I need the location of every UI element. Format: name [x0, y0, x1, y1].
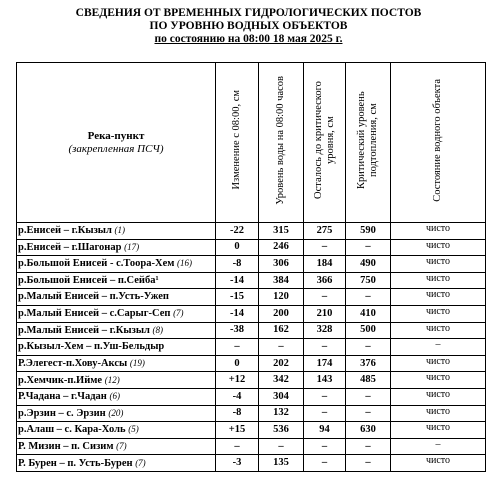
change-cell: -3 [216, 455, 259, 472]
observer-number: (20) [108, 407, 124, 418]
level-cell: 200 [259, 305, 304, 322]
critical-cell: 410 [346, 305, 391, 322]
river-point-cell [17, 223, 216, 240]
remaining-cell: 328 [304, 322, 346, 339]
observer-number: (17) [124, 241, 140, 252]
col-header-river-point-label: Река-пункт [87, 129, 145, 142]
remaining-cell: – [304, 388, 346, 405]
level-cell: 132 [259, 405, 304, 422]
river-point-name: р.Малый Енисей – п.Усть-Ужеп [18, 291, 169, 303]
col-header-river-point [17, 63, 216, 223]
table-row [17, 388, 486, 405]
river-point-cell [17, 388, 216, 405]
critical-cell: – [346, 239, 391, 256]
river-point-cell [17, 455, 216, 472]
table-row [17, 438, 486, 455]
state-cell: – [391, 339, 486, 356]
remaining-cell: – [304, 239, 346, 256]
table-row [17, 305, 486, 322]
col-header-change: Изменение с 08:00, см [216, 63, 259, 223]
critical-cell: – [346, 438, 391, 455]
table-header-row [17, 63, 486, 223]
remaining-cell: – [304, 455, 346, 472]
river-point-cell [17, 339, 216, 356]
level-cell: 315 [259, 223, 304, 240]
river-point-name: р.Большой Енисей - с.Тоора-Хем [18, 258, 175, 270]
river-point-name: Р.Элегест-п.Хову-Аксы [18, 358, 128, 370]
critical-cell: 630 [346, 422, 391, 439]
critical-cell: – [346, 289, 391, 306]
river-point-cell [17, 372, 216, 389]
river-point-name: Р. Бурен – п. Усть-Бурен [18, 457, 133, 469]
level-cell: 536 [259, 422, 304, 439]
state-cell: чисто [391, 305, 486, 322]
river-point-name: р.Енисей – г.Кызыл [18, 225, 112, 237]
state-cell: чисто [391, 239, 486, 256]
observer-number: (19) [129, 358, 145, 369]
state-cell: чисто [391, 388, 486, 405]
level-cell: 246 [259, 239, 304, 256]
change-cell: 0 [216, 239, 259, 256]
change-cell: -8 [216, 256, 259, 273]
table-row [17, 405, 486, 422]
critical-cell: 490 [346, 256, 391, 273]
table-row [17, 355, 486, 372]
critical-cell: 590 [346, 223, 391, 240]
river-point-name: р.Хемчик-п.Ийме [18, 374, 103, 386]
level-cell: 202 [259, 355, 304, 372]
river-point-cell [17, 256, 216, 273]
river-point-name: р.Эрзин – с. Эрзин [18, 407, 106, 419]
change-cell: – [216, 438, 259, 455]
level-cell: – [259, 339, 304, 356]
critical-cell: 500 [346, 322, 391, 339]
river-point-name: Р. Мизин – п. Сизим [18, 441, 114, 453]
critical-cell: – [346, 455, 391, 472]
hydro-posts-table [16, 62, 486, 472]
change-cell: -15 [216, 289, 259, 306]
remaining-cell: 210 [304, 305, 346, 322]
level-cell: 135 [259, 455, 304, 472]
table-row [17, 289, 486, 306]
table-row [17, 372, 486, 389]
river-point-name: р.Большой Енисей – п.Сейба¹ [18, 274, 159, 286]
change-cell: -38 [216, 322, 259, 339]
critical-cell: 485 [346, 372, 391, 389]
observer-number: (6) [109, 391, 120, 402]
river-point-cell [17, 322, 216, 339]
change-cell: -8 [216, 405, 259, 422]
river-point-name: р.Алаш – с. Кара-Холь [18, 424, 126, 436]
observer-number: (16) [177, 258, 193, 269]
col-header-river-point-sub: (закрепленная ПСЧ) [68, 142, 164, 155]
change-cell: -14 [216, 272, 259, 289]
state-cell: чисто [391, 455, 486, 472]
level-cell: 120 [259, 289, 304, 306]
change-cell: -14 [216, 305, 259, 322]
level-cell: 306 [259, 256, 304, 273]
river-point-cell [17, 438, 216, 455]
level-cell: – [259, 438, 304, 455]
remaining-cell: 366 [304, 272, 346, 289]
remaining-cell: 184 [304, 256, 346, 273]
observer-number: (12) [104, 374, 120, 385]
state-cell: чисто [391, 405, 486, 422]
river-point-cell [17, 422, 216, 439]
change-cell: +15 [216, 422, 259, 439]
observer-number: (5) [128, 424, 139, 435]
state-cell: чисто [391, 355, 486, 372]
col-header-critical: Критический уровень подтопления, см [346, 63, 391, 223]
state-cell: – [391, 438, 486, 455]
remaining-cell: 94 [304, 422, 346, 439]
level-cell: 342 [259, 372, 304, 389]
remaining-cell: 143 [304, 372, 346, 389]
observer-number: (7) [173, 308, 184, 319]
state-cell: чисто [391, 272, 486, 289]
table-row [17, 272, 486, 289]
remaining-cell: – [304, 289, 346, 306]
change-cell: -4 [216, 388, 259, 405]
river-point-cell [17, 239, 216, 256]
critical-cell: – [346, 339, 391, 356]
table-row [17, 239, 486, 256]
river-point-cell [17, 355, 216, 372]
river-point-cell [17, 305, 216, 322]
river-point-cell [17, 289, 216, 306]
observer-number: (8) [152, 324, 164, 335]
river-point-name: р.Малый Енисей – г.Кызыл [18, 324, 150, 336]
observer-number: (7) [116, 441, 127, 452]
river-point-cell [17, 272, 216, 289]
col-header-state: Состояние водного объекта [391, 63, 486, 223]
state-cell: чисто [391, 223, 486, 240]
remaining-cell: – [304, 438, 346, 455]
state-cell: чисто [391, 289, 486, 306]
change-cell: 0 [216, 355, 259, 372]
remaining-cell: – [304, 405, 346, 422]
remaining-cell: 174 [304, 355, 346, 372]
critical-cell: – [346, 388, 391, 405]
river-point-cell [17, 405, 216, 422]
remaining-cell: – [304, 339, 346, 356]
table-row [17, 339, 486, 356]
critical-cell: 376 [346, 355, 391, 372]
river-point-name: р.Енисей – г.Шагонар [18, 241, 122, 253]
report-title-line1: СВЕДЕНИЯ ОТ ВРЕМЕННЫХ ГИДРОЛОГИЧЕСКИХ ПОСТОВ [75, 7, 422, 19]
table-row [17, 256, 486, 273]
col-header-remaining: Осталось до критического уровня, см [304, 63, 346, 223]
change-cell: – [216, 339, 259, 356]
river-point-name: р.Кызыл-Хем – п.Уш-Бельдыр [18, 340, 165, 352]
level-cell: 162 [259, 322, 304, 339]
change-cell: -22 [216, 223, 259, 240]
observer-number: (1) [114, 225, 126, 236]
change-cell: +12 [216, 372, 259, 389]
observer-number: (7) [135, 457, 146, 468]
table-row [17, 422, 486, 439]
critical-cell: 750 [346, 272, 391, 289]
level-cell: 304 [259, 388, 304, 405]
table-row [17, 322, 486, 339]
state-cell: чисто [391, 322, 486, 339]
remaining-cell: 275 [304, 223, 346, 240]
river-point-name: р.Малый Енисей – с.Сарыг-Сеп [18, 308, 171, 320]
report-title-line2: ПО УРОВНЮ ВОДНЫХ ОБЪЕКТОВ [149, 20, 348, 32]
col-header-level: Уровень воды на 08:00 часов [259, 63, 304, 223]
table-row [17, 455, 486, 472]
table-row [17, 223, 486, 240]
state-cell: чисто [391, 372, 486, 389]
critical-cell: – [346, 405, 391, 422]
state-cell: чисто [391, 256, 486, 273]
report-date-line: по состоянию на 08:00 18 мая 2025 г. [154, 33, 343, 45]
level-cell: 384 [259, 272, 304, 289]
river-point-name: Р.Чадана – г.Чадан [18, 391, 107, 403]
state-cell: чисто [391, 422, 486, 439]
